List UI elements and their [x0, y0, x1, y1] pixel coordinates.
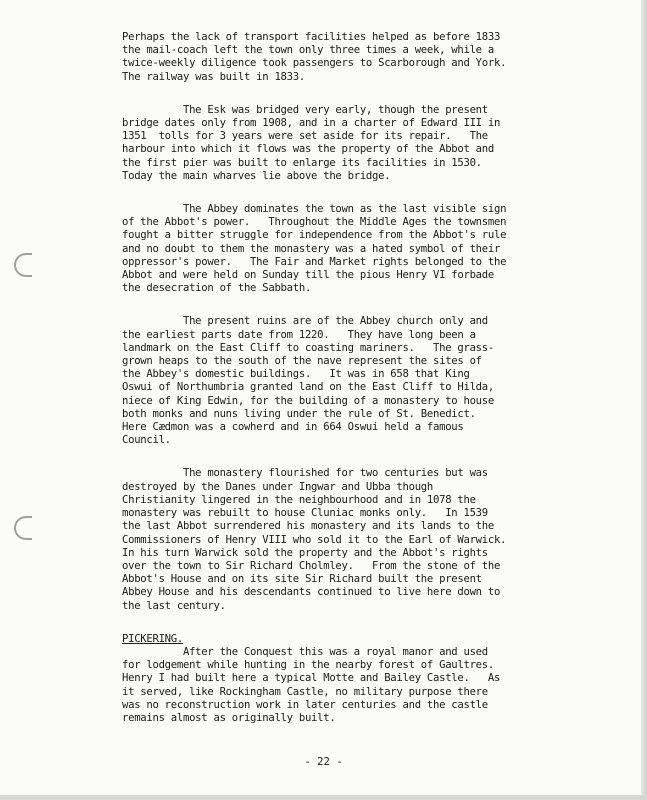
punch-hole-mark: [14, 253, 32, 277]
text-line: The railway was built in 1833.: [122, 70, 305, 83]
text-line: Council.: [122, 434, 171, 447]
text-line: monastery was rebuilt to house Cluniac monks only. In 1539: [122, 507, 488, 520]
text-line: In his turn Warwick sold the property and the Abbot's rights: [122, 546, 488, 559]
text-line: Henry I had built here a typical Motte and Bailey Castle. As: [122, 672, 501, 685]
paragraph: [122, 315, 562, 447]
paragraph: [122, 31, 562, 84]
text-line: The Esk was bridged very early, though the present: [122, 103, 488, 116]
text-line: Abbey House and his descendants continued to live here down to: [122, 586, 501, 599]
text-line: it served, like Rockingham Castle, no military purpose there: [122, 685, 488, 698]
text-line: Abbot's House and on its site Sir Richard built the present: [122, 573, 482, 586]
section-pickering: [122, 633, 562, 725]
text-line: and no doubt to them the monastery was a hated symbol of their: [122, 242, 501, 255]
punch-hole-mark: [14, 516, 32, 540]
text-line: oppressor's power. The Fair and Market rights belonged to the: [122, 255, 507, 268]
text-line: niece of King Edwin, for the building of a monastery to house: [122, 394, 494, 407]
text-line: grown heaps to the south of the nave represent the sites of: [122, 355, 482, 368]
text-line: the first pier was built to enlarge its facilities in 1530.: [122, 156, 482, 169]
text-line: over the town to Sir Richard Cholmley. From the stone of the: [122, 559, 501, 572]
text-line: of the Abbot's power. Throughout the Middle Ages the townsmen: [122, 216, 507, 229]
paragraph: [122, 467, 562, 612]
paragraph: [122, 104, 562, 183]
body-text: [122, 31, 562, 725]
text-line: Today the main wharves lie above the bridge.: [122, 169, 391, 182]
text-line: the desecration of the Sabbath.: [122, 282, 312, 295]
page-edge-shadow: [641, 0, 647, 800]
text-line: Commissioners of Henry VIII who sold it to the Earl of Warwick.: [122, 533, 507, 546]
text-line: both monks and nuns living under the rule of St. Benedict.: [122, 407, 476, 420]
text-line: the Abbey's domestic buildings. It was in 658 that King: [122, 368, 470, 381]
text-line: the mail-coach left the town only three times a week, while a: [122, 44, 494, 57]
text-line: fought a bitter struggle for independence from the Abbot's rule: [122, 229, 507, 242]
text-line: destroyed by the Danes under Ingwar and Ubba though: [122, 480, 433, 493]
text-line: The monastery flourished for two centuries but was: [122, 467, 488, 480]
text-line: Abbot and were held on Sunday till the pious Henry VI forbade: [122, 269, 494, 282]
text-line: The present ruins are of the Abbey church only and: [122, 315, 488, 328]
page-edge-bottom: [0, 795, 647, 800]
text-line: the last century.: [122, 599, 226, 612]
text-line: 1351 tolls for 3 years were set aside for its repair. The: [122, 130, 488, 143]
text-line: twice-weekly diligence took passengers to Scarborough and York.: [122, 57, 507, 70]
text-line: Christianity lingered in the neighbourhood and in 1078 the: [122, 493, 476, 506]
text-line: harbour into which it flows was the property of the Abbot and: [122, 143, 494, 156]
text-line: the last Abbot surrendered his monastery and its lands to the: [122, 520, 494, 533]
page-number: - 22 -: [304, 756, 343, 768]
text-line: The Abbey dominates the town as the last visible sign: [122, 203, 507, 216]
text-line: bridge dates only from 1908, and in a charter of Edward III in: [122, 117, 501, 130]
section-heading: PICKERING.: [122, 632, 183, 645]
text-line: was no reconstruction work in later centuries and the castle: [122, 698, 488, 711]
text-line: the earliest parts date from 1220. They have long been a: [122, 328, 476, 341]
text-line: Here Cædmon was a cowherd and in 664 Oswui held a famous: [122, 421, 464, 434]
text-line: landmark on the East Cliff to coasting mariners. The grass-: [122, 341, 494, 354]
text-line: Perhaps the lack of transport facilities helped as before 1833: [122, 31, 501, 43]
text-line: for lodgement while hunting in the nearby forest of Gaultres.: [122, 659, 494, 672]
text-line: After the Conquest this was a royal manor and used: [122, 645, 488, 658]
text-line: Oswui of Northumbria granted land on the East Cliff to Hilda,: [122, 381, 494, 394]
paragraph: [122, 203, 562, 295]
text-line: remains almost as originally built.: [122, 711, 336, 724]
